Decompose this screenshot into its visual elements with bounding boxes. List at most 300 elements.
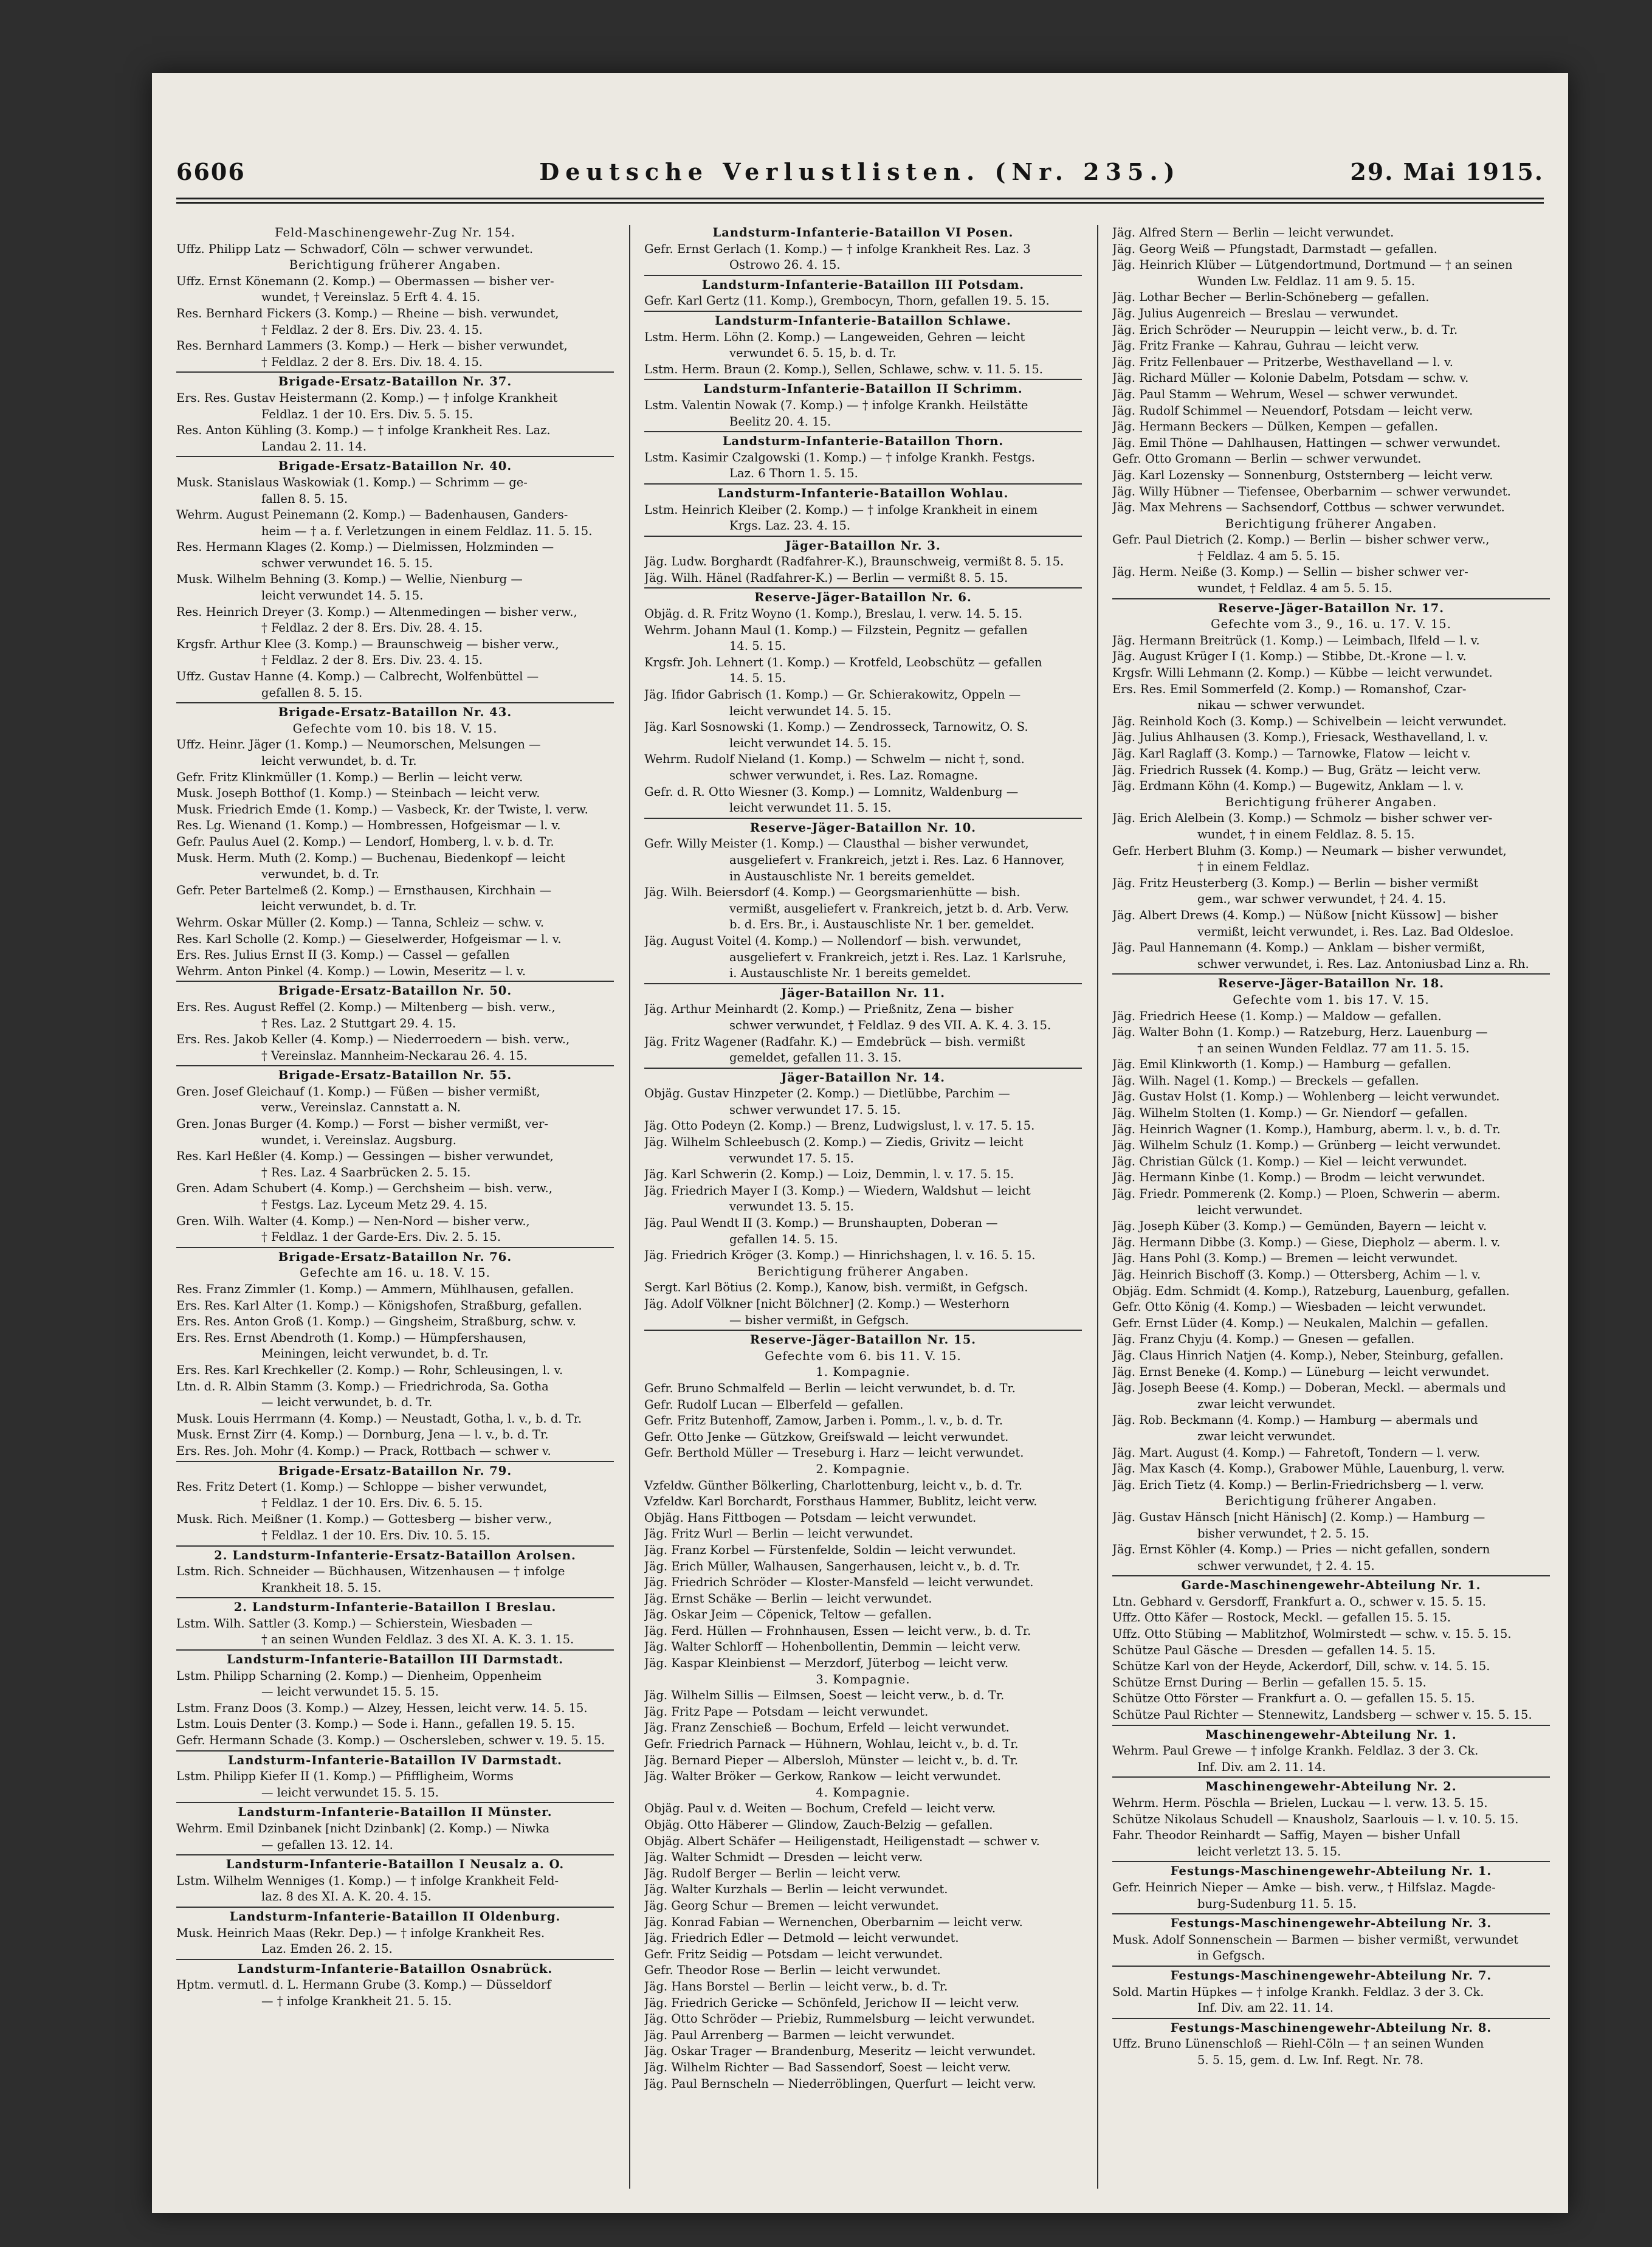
casualty-line: Ers. Res. Joh. Mohr (4. Komp.) — Prack, Rottbach — schwer v. [176, 1443, 551, 1458]
section-heading: Landsturm-Infanterie-Bataillon Wohlau. [717, 486, 1009, 500]
subheading: Berichtigung früherer Angaben. [1225, 1494, 1437, 1508]
casualty-line: Jäg. Hermann Kinbe (1. Komp.) — Brodm — leicht verwundet. [1112, 1170, 1485, 1185]
header-rule [176, 202, 1544, 204]
casualty-line: Feldlaz. 1 der 10. Ers. Div. 5. 5. 15. [261, 407, 473, 421]
section-rule [644, 983, 1082, 984]
subheading: Berichtigung früherer Angaben. [289, 258, 501, 272]
casualty-line: Gefr. Otto Jenke — Gützkow, Greifswald — leicht verwundet. [644, 1429, 1009, 1444]
casualty-line: verwundet 17. 5. 15. [729, 1151, 854, 1165]
casualty-line: Krgsfr. Arthur Klee (3. Komp.) — Braunschweig — bisher verw., [176, 637, 559, 651]
casualty-line: wundet, i. Vereinslaz. Augsburg. [261, 1133, 456, 1147]
casualty-line: schwer verwundet, † Feldlaz. 9 des VII. A. K. 4. 3. 15. [729, 1018, 1051, 1032]
casualty-line: Wehrm. Emil Dzinbanek [nicht Dzinbank] (2. Komp.) — Niwka [176, 1821, 550, 1835]
casualty-line: Laz. Emden 26. 2. 15. [261, 1942, 393, 1956]
casualty-line: † Feldlaz. 2 der 8. Ers. Div. 18. 4. 15. [261, 354, 483, 369]
casualty-line: Musk. Rich. Meißner (1. Komp.) — Gottesberg — bisher verw., [176, 1512, 552, 1527]
casualty-line: Jäg. Paul Wendt II (3. Komp.) — Brunshaupten, Doberan — [644, 1216, 998, 1230]
casualty-line: Jäg. Walter Bohn (1. Komp.) — Ratzeburg, Herz. Lauenburg — [1112, 1025, 1488, 1040]
section-rule [176, 1802, 614, 1803]
casualty-line: Gefr. Heinrich Nieper — Amke — bish. verw., † Hilfslaz. Magde- [1112, 1880, 1496, 1894]
section-rule [1112, 1966, 1550, 1967]
casualty-line: leicht verwundet 14. 5. 15. [729, 703, 892, 718]
casualty-line: Hptm. vermutl. d. L. Hermann Grube (3. Komp.) — Düsseldorf [176, 1978, 551, 1992]
casualty-line: Jäg. Paul Stamm — Wehrum, Wesel — schwer verwundet. [1112, 387, 1458, 401]
casualty-line: Jäg. Franz Chyju (4. Komp.) — Gnesen — gefallen. [1112, 1332, 1415, 1347]
casualty-line: Res. Fritz Detert (1. Komp.) — Schloppe — bisher verwundet, [176, 1480, 548, 1494]
casualty-line: Uffz. Heinr. Jäger (1. Komp.) — Neumorschen, Melsungen — [176, 737, 541, 752]
casualty-line: verwundet 6. 5. 15, b. d. Tr. [729, 346, 897, 361]
page-title: Deutsche Verlustlisten. (Nr. 235.) [539, 158, 1181, 185]
section-rule [1112, 1725, 1550, 1726]
casualty-line: Objäg. Edm. Schmidt (4. Komp.), Ratzeburg, Lauenburg, gefallen. [1112, 1283, 1510, 1298]
casualty-line: Wehrm. Paul Grewe — † infolge Krankh. Feldlaz. 3 der 3. Ck. [1112, 1744, 1479, 1758]
casualty-line: Jäg. Rudolf Schimmel — Neuendorf, Potsdam — leicht verw. [1112, 403, 1473, 418]
casualty-line: Ers. Res. Ernst Abendroth (1. Komp.) — Hümpfershausen, [176, 1330, 527, 1345]
casualty-line: † Feldlaz. 2 der 8. Ers. Div. 23. 4. 15. [261, 653, 483, 668]
casualty-line: † Festgs. Laz. Lyceum Metz 29. 4. 15. [261, 1198, 488, 1212]
casualty-line: Jäg. Erich Alelbein (3. Komp.) — Schmolz — bisher schwer ver- [1112, 811, 1493, 826]
section-rule [176, 456, 614, 457]
casualty-line: Schütze Paul Gäsche — Dresden — gefallen 14. 5. 15. [1112, 1643, 1436, 1657]
casualty-line: Jäg. Erich Müller, Walhausen, Sangerhausen, leicht v., b. d. Tr. [644, 1559, 1020, 1573]
casualty-line: Gefr. Peter Bartelmeß (2. Komp.) — Ernsthausen, Kirchhain — [176, 883, 552, 897]
casualty-line: † Feldlaz. 2 der 8. Ers. Div. 23. 4. 15. [261, 322, 483, 337]
section-heading: Landsturm-Infanterie-Bataillon Osnabrück. [237, 1961, 553, 1976]
section-heading: Landsturm-Infanterie-Bataillon II Münster. [238, 1805, 552, 1820]
casualty-line: Jäg. Fritz Wurl — Berlin — leicht verwundet. [644, 1527, 914, 1541]
casualty-line: Lstm. Wilh. Sattler (3. Komp.) — Schierstein, Wiesbaden — [176, 1616, 533, 1631]
casualty-line: Jäg. Paul Bernscheln — Niederröblingen, Querfurt — leicht verw. [644, 2076, 1036, 2091]
casualty-line: fallen 8. 5. 15. [261, 491, 348, 506]
casualty-line: Jäg. Richard Müller — Kolonie Dabelm, Potsdam — schw. v. [1112, 371, 1469, 385]
casualty-line: Jäg. Karl Raglaff (3. Komp.) — Tarnowke, Flatow — leicht v. [1112, 747, 1471, 761]
subheading: 3. Kompagnie. [816, 1672, 910, 1686]
casualty-line: Ers. Res. Jakob Keller (4. Komp.) — Niederroedern — bish. verw., [176, 1032, 570, 1047]
casualty-line: Gren. Wilh. Walter (4. Komp.) — Nen-Nord — bisher verw., [176, 1213, 530, 1228]
casualty-line: Jäg. Alfred Stern — Berlin — leicht verwundet. [1112, 226, 1394, 240]
casualty-line: Lstm. Herm. Braun (2. Komp.), Sellen, Schlawe, schw. v. 11. 5. 15. [644, 362, 1043, 376]
casualty-line: Gren. Jonas Burger (4. Komp.) — Forst — bisher vermißt, ver- [176, 1117, 548, 1131]
casualty-line: Jäg. Wilhelm Schleebusch (2. Komp.) — Ziedis, Grivitz — leicht [644, 1135, 1024, 1150]
casualty-line: Jäg. Franz Korbel — Fürstenfelde, Soldin — leicht verwundet. [644, 1542, 1016, 1557]
casualty-line: Jäg. Ludw. Borghardt (Radfahrer-K.), Braunschweig, vermißt 8. 5. 15. [644, 554, 1064, 569]
casualty-line: Jäg. Georg Schur — Bremen — leicht verwundet. [644, 1898, 939, 1913]
casualty-line: Lstm. Philipp Scharning (2. Komp.) — Dienheim, Oppenheim [176, 1668, 542, 1683]
casualty-line: Jäg. Mart. August (4. Komp.) — Fahretoft, Tondern — l. verw. [1112, 1445, 1481, 1460]
subheading: Gefechte am 16. u. 18. V. 15. [300, 1266, 490, 1280]
casualty-line: ausgeliefert v. Frankreich, jetzt i. Res. Laz. 6 Hannover, [729, 852, 1065, 867]
casualty-line: leicht verwundet 14. 5. 15. [729, 736, 892, 750]
section-heading: Landsturm-Infanterie-Bataillon I Neusalz a. O. [225, 1857, 565, 1872]
casualty-line: Jäg. Karl Schwerin (2. Komp.) — Loiz, Demmin, l. v. 17. 5. 15. [644, 1167, 1014, 1182]
section-rule [644, 379, 1082, 380]
section-heading: Reserve-Jäger-Bataillon Nr. 6. [754, 590, 972, 605]
page-date: 29. Mai 1915. [1350, 158, 1544, 185]
casualty-line: Musk. Heinrich Maas (Rekr. Dep.) — † infolge Krankheit Res. [176, 1925, 545, 1940]
casualty-line: Jäg. Hans Borstel — Berlin — leicht verw., b. d. Tr. [644, 1979, 948, 1993]
casualty-line: Lstm. Franz Doos (3. Komp.) — Alzey, Hessen, leicht verw. 14. 5. 15. [176, 1700, 588, 1715]
casualty-line: Lstm. Philipp Kiefer II (1. Komp.) — Pfiffligheim, Worms [176, 1769, 514, 1784]
section-heading: Garde-Maschinengewehr-Abteilung Nr. 1. [1181, 1578, 1481, 1593]
casualty-line: b. d. Ers. Br., i. Austauschliste Nr. 1 ber. gemeldet. [729, 917, 1034, 932]
casualty-line: Objäg. d. R. Fritz Woyno (1. Komp.), Breslau, l. verw. 14. 5. 15. [644, 607, 1023, 621]
casualty-line: Jäg. Friedrich Russek (4. Komp.) — Bug, Grätz — leicht verw. [1112, 762, 1481, 777]
casualty-line: Uffz. Ernst Könemann (2. Komp.) — Obermassen — bisher ver- [176, 274, 554, 288]
casualty-line: Vzfeldw. Günther Bölkerling, Charlottenburg, leicht v., b. d. Tr. [644, 1478, 1023, 1493]
casualty-line: bisher verwundet, † 2. 5. 15. [1197, 1526, 1369, 1541]
casualty-line: Jäg. Joseph Beese (4. Komp.) — Doberan, Meckl. — abermals und [1112, 1381, 1506, 1395]
section-rule [1112, 1575, 1550, 1576]
section-heading: Brigade-Ersatz-Bataillon Nr. 43. [278, 705, 512, 720]
casualty-line: gemeldet, gefallen 11. 3. 15. [729, 1051, 902, 1065]
casualty-line: Jäg. Heinrich Wagner (1. Komp.), Hamburg, aberm. l. v., b. d. Tr. [1112, 1122, 1501, 1136]
casualty-line: Jäg. Albert Drews (4. Komp.) — Nüßow [nicht Küssow] — bisher [1112, 908, 1498, 922]
casualty-line: Uffz. Bruno Lünenschloß — Riehl-Cöln — † an seinen Wunden [1112, 2037, 1484, 2051]
casualty-line: † an seinen Wunden Feldlaz. 3 des XI. A. K. 3. 1. 15. [261, 1632, 574, 1647]
casualty-line: † Feldlaz. 4 am 5. 5. 15. [1197, 548, 1340, 563]
casualty-line: Gefr. Ernst Gerlach (1. Komp.) — † infolge Krankheit Res. Laz. 3 [644, 241, 1031, 256]
section-heading: Festungs-Maschinengewehr-Abteilung Nr. 1. [1170, 1864, 1492, 1879]
casualty-line: Gefr. Rudolf Lucan — Elberfeld — gefallen. [644, 1397, 904, 1412]
casualty-line: i. Austauschliste Nr. 1 bereits gemeldet. [729, 966, 971, 981]
section-rule [1112, 1913, 1550, 1914]
casualty-line: Jäg. August Krüger I (1. Komp.) — Stibbe, Dt.-Krone — l. v. [1112, 649, 1467, 664]
casualty-line: Res. Anton Kühling (3. Komp.) — † infolge Krankheit Res. Laz. [176, 423, 551, 438]
casualty-line: Jäg. Ferd. Hüllen — Frohnhausen, Essen — leicht verw., b. d. Tr. [644, 1623, 1031, 1638]
casualty-line: Wehrm. Herm. Pöschla — Brielen, Luckau — l. verw. 13. 5. 15. [1112, 1796, 1488, 1810]
section-rule [1112, 1861, 1550, 1862]
casualty-line: † Feldlaz. 1 der 10. Ers. Div. 6. 5. 15. [261, 1496, 483, 1510]
section-rule [1112, 1776, 1550, 1778]
casualty-line: Objäg. Albert Schäfer — Heiligenstadt, Heiligenstadt — schwer v. [644, 1834, 1040, 1848]
casualty-line: Vzfeldw. Karl Borchardt, Forsthaus Hammer, Bublitz, leicht verw. [644, 1494, 1038, 1509]
section-heading: Landsturm-Infanterie-Bataillon III Darmstadt. [226, 1652, 564, 1667]
casualty-line: schwer verwundet 16. 5. 15. [261, 556, 433, 570]
casualty-line: schwer verwundet, i. Res. Laz. Antoniusbad Linz a. Rh. [1197, 956, 1529, 971]
casualty-line: † Feldlaz. 2 der 8. Ers. Div. 28. 4. 15. [261, 621, 483, 635]
section-rule [176, 371, 614, 373]
page-header [176, 158, 1544, 195]
section-heading: Maschinengewehr-Abteilung Nr. 1. [1205, 1727, 1457, 1742]
casualty-line: Jäg. Reinhold Koch (3. Komp.) — Schivelbein — leicht verwundet. [1112, 714, 1507, 728]
section-heading: Brigade-Ersatz-Bataillon Nr. 37. [278, 374, 512, 389]
casualty-line: Jäg. Max Mehrens — Sachsendorf, Cottbus — schwer verwundet. [1112, 500, 1505, 515]
casualty-line: Res. Karl Heßler (4. Komp.) — Gessingen — bisher verwundet, [176, 1149, 554, 1164]
casualty-line: Jäg. Joseph Küber (3. Komp.) — Gemünden, Bayern — leicht v. [1112, 1219, 1487, 1234]
casualty-line: leicht verletzt 13. 5. 15. [1197, 1844, 1341, 1859]
casualty-line: Jäg. Fritz Wagener (Radfahr. K.) — Emdebrück — bish. vermißt [644, 1034, 1025, 1049]
section-heading: Jäger-Bataillon Nr. 14. [780, 1070, 946, 1085]
casualty-line: Jäg. Julius Ahlhausen (3. Komp.), Friesack, Westhavelland, l. v. [1112, 730, 1489, 745]
casualty-line: Schütze Otto Förster — Frankfurt a. O. — gefallen 15. 5. 15. [1112, 1691, 1475, 1706]
page-number: 6606 [176, 158, 246, 185]
casualty-line: wundet, † in einem Feldlaz. 8. 5. 15. [1197, 827, 1415, 841]
casualty-line: Gefr. Willy Meister (1. Komp.) — Clausthal — bisher verwundet, [644, 837, 1029, 851]
casualty-line: burg-Sudenburg 11. 5. 15. [1197, 1896, 1357, 1911]
casualty-line: 14. 5. 15. [729, 639, 786, 654]
casualty-line: Inf. Div. am 22. 11. 14. [1197, 2001, 1334, 2015]
section-rule [176, 1597, 614, 1598]
casualty-line: Gefr. Friedrich Parnack — Hühnern, Wohlau, leicht v., b. d. Tr. [644, 1737, 1019, 1752]
section-rule [644, 1330, 1082, 1331]
casualty-line: Objäg. Paul v. d. Weiten — Bochum, Crefeld — leicht verw. [644, 1801, 996, 1816]
casualty-line: ausgeliefert v. Frankreich, jetzt i. Res. Laz. 1 Karlsruhe, [729, 950, 1067, 964]
subheading: Gefechte vom 6. bis 11. V. 15. [765, 1348, 962, 1363]
casualty-line: Gefr. Karl Gertz (11. Komp.), Grembocyn, Thorn, gefallen 19. 5. 15. [644, 294, 1050, 308]
subheading: Gefechte vom 1. bis 17. V. 15. [1233, 992, 1430, 1007]
casualty-line: Res. Heinrich Dreyer (3. Komp.) — Altenmedingen — bisher verw., [176, 604, 577, 619]
section-heading: Jäger-Bataillon Nr. 3. [785, 538, 941, 553]
section-rule [176, 1907, 614, 1908]
section-heading: Brigade-Ersatz-Bataillon Nr. 50. [278, 984, 512, 998]
casualty-line: Wehrm. Johann Maul (1. Komp.) — Filzstein, Pegnitz — gefallen [644, 623, 1028, 637]
casualty-line: Ltn. d. R. Albin Stamm (3. Komp.) — Friedrichroda, Sa. Gotha [176, 1379, 549, 1393]
section-rule [1112, 973, 1550, 975]
casualty-line: Jäg. Walter Bröker — Gerkow, Rankow — leicht verwundet. [644, 1769, 1001, 1784]
casualty-line: † Res. Laz. 2 Stuttgart 29. 4. 15. [261, 1016, 456, 1030]
casualty-line: Jäg. Friedrich Mayer I (3. Komp.) — Wiedern, Waldshut — leicht [644, 1183, 1031, 1198]
casualty-line: gem., war schwer verwundet, † 24. 4. 15. [1197, 892, 1447, 906]
casualty-line: Jäg. Ifidor Gabrisch (1. Komp.) — Gr. Schierakowitz, Oppeln — [644, 688, 1021, 702]
casualty-line: Lstm. Herm. Löhn (2. Komp.) — Langeweiden, Gehren — leicht [644, 330, 1025, 344]
section-rule [1112, 598, 1550, 599]
section-rule [644, 311, 1082, 312]
casualty-line: Inf. Div. am 2. 11. 14. [1197, 1759, 1326, 1774]
casualty-line: Gefr. Fritz Butenhoff, Zamow, Jarben i. Pomm., l. v., b. d. Tr. [644, 1413, 1003, 1428]
casualty-line: gefallen 8. 5. 15. [261, 685, 363, 700]
casualty-line: verwundet, b. d. Tr. [261, 867, 380, 882]
casualty-line: Jäg. Wilhelm Stolten (1. Komp.) — Gr. Niendorf — gefallen. [1112, 1106, 1468, 1120]
casualty-line: Jäg. Gustav Holst (1. Komp.) — Wohlenberg — leicht verwundet. [1112, 1089, 1500, 1104]
section-rule [176, 1065, 614, 1066]
casualty-line: — leicht verwundet 15. 5. 15. [261, 1685, 439, 1699]
casualty-line: Jäg. Rob. Beckmann (4. Komp.) — Hamburg — abermals und [1112, 1413, 1478, 1427]
casualty-line: Jäg. Ernst Köhler (4. Komp.) — Pries — nicht gefallen, sondern [1112, 1542, 1490, 1557]
casualty-line: Gefr. Fritz Seidig — Potsdam — leicht verwundet. [644, 1947, 943, 1961]
casualty-line: Jäg. Fritz Heusterberg (3. Komp.) — Berlin — bisher vermißt [1112, 875, 1479, 890]
section-heading: Brigade-Ersatz-Bataillon Nr. 79. [278, 1463, 512, 1478]
casualty-line: Jäg. Friedrich Schröder — Kloster-Mansfeld — leicht verwundet. [644, 1575, 1034, 1590]
section-heading: Brigade-Ersatz-Bataillon Nr. 55. [278, 1068, 512, 1083]
casualty-line: Ers. Res. Karl Krechkeller (2. Komp.) — Rohr, Schleusingen, l. v. [176, 1362, 563, 1377]
casualty-line: nikau — schwer verwundet. [1197, 698, 1365, 713]
casualty-line: Gefr. Otto König (4. Komp.) — Wiesbaden — leicht verwundet. [1112, 1300, 1486, 1314]
casualty-line: Laz. 6 Thorn 1. 5. 15. [729, 466, 858, 481]
casualty-line: Jäg. Konrad Fabian — Wernenchen, Oberbarnim — leicht verw. [644, 1914, 1023, 1929]
casualty-line: Jäg. Herm. Neiße (3. Komp.) — Sellin — bisher schwer ver- [1112, 565, 1468, 579]
casualty-line: — † infolge Krankheit 21. 5. 15. [261, 1993, 452, 2008]
section-heading: Festungs-Maschinengewehr-Abteilung Nr. 7. [1170, 1968, 1492, 1983]
casualty-line: — bisher vermißt, in Gefgsch. [729, 1313, 909, 1327]
header-rule [176, 198, 1544, 199]
section-rule [176, 1959, 614, 1960]
casualty-line: Res. Lg. Wienand (1. Komp.) — Hombressen, Hofgeismar — l. v. [176, 818, 561, 833]
casualty-line: Gefr. Berthold Müller — Treseburg i. Harz — leicht verwundet. [644, 1446, 1024, 1460]
casualty-line: Musk. Friedrich Emde (1. Komp.) — Vasbeck, Kr. der Twiste, l. verw. [176, 802, 588, 816]
casualty-line: wundet, † Feldlaz. 4 am 5. 5. 15. [1197, 581, 1392, 596]
casualty-line: Krgsfr. Willi Lehmann (2. Komp.) — Kübbe — leicht verwundet. [1112, 666, 1493, 680]
casualty-line: Lstm. Valentin Nowak (7. Komp.) — † infolge Krankh. Heilstätte [644, 398, 1028, 412]
casualty-line: vermißt, leicht verwundet, i. Res. Laz. Bad Oldesloe. [1197, 924, 1514, 939]
casualty-line: Musk. Ernst Zirr (4. Komp.) — Dornburg, Jena — l. v., b. d. Tr. [176, 1427, 549, 1442]
casualty-line: Beelitz 20. 4. 15. [729, 414, 831, 429]
casualty-line: Gefr. Ernst Lüder (4. Komp.) — Neukalen, Malchin — gefallen. [1112, 1316, 1489, 1330]
subheading: Feld-Maschinengewehr-Zug Nr. 154. [275, 226, 515, 240]
casualty-line: Ers. Res. Julius Ernst II (3. Komp.) — Cassel — gefallen [176, 948, 510, 962]
casualty-line: Jäg. Friedrich Kröger (3. Komp.) — Hinrichshagen, l. v. 16. 5. 15. [644, 1248, 1036, 1263]
section-heading: Jäger-Bataillon Nr. 11. [780, 985, 946, 1000]
casualty-line: Gefr. Otto Gromann — Berlin — schwer verwundet. [1112, 452, 1422, 466]
casualty-line: Jäg. Fritz Fellenbauer — Pritzerbe, Westhavelland — l. v. [1112, 354, 1453, 369]
casualty-line: Jäg. Wilhelm Schulz (1. Komp.) — Grünberg — leicht verwundet. [1112, 1138, 1501, 1153]
casualty-line: Jäg. Otto Podeyn (2. Komp.) — Brenz, Ludwigslust, l. v. 17. 5. 15. [644, 1119, 1035, 1133]
casualty-line: Jäg. Wilhelm Richter — Bad Sassendorf, Soest — leicht verw. [644, 2060, 1011, 2074]
casualty-line: Jäg. Gustav Hänsch [nicht Hänisch] (2. Komp.) — Hamburg — [1112, 1510, 1485, 1524]
section-heading: Brigade-Ersatz-Bataillon Nr. 76. [278, 1249, 512, 1264]
casualty-line: Wehrm. Oskar Müller (2. Komp.) — Tanna, Schleiz — schw. v. [176, 915, 545, 930]
casualty-line: Ltn. Gebhard v. Gersdorff, Frankfurt a. O., schwer v. 15. 5. 15. [1112, 1594, 1486, 1609]
casualty-line: Gefr. Herbert Bluhm (3. Komp.) — Neumark — bisher verwundet, [1112, 843, 1507, 858]
section-rule [176, 1854, 614, 1855]
casualty-line: Jäg. Fritz Franke — Kahrau, Guhrau — leicht verw. [1112, 339, 1419, 353]
casualty-line: Jäg. Ernst Beneke (4. Komp.) — Lüneburg — leicht verwundet. [1112, 1364, 1490, 1379]
casualty-line: Jäg. Bernard Pieper — Albersloh, Münster — leicht v., b. d. Tr. [644, 1753, 1019, 1767]
casualty-line: Krankheit 18. 5. 15. [261, 1580, 382, 1595]
newspaper-page [152, 73, 1568, 2213]
casualty-line: † in einem Feldlaz. [1197, 860, 1310, 874]
casualty-line: Gefr. Paul Dietrich (2. Komp.) — Berlin — bisher schwer verw., [1112, 533, 1490, 547]
casualty-line: Jäg. August Voitel (4. Komp.) — Nollendorf — bish. verwundet, [644, 933, 1022, 948]
casualty-line: Jäg. Karl Lozensky — Sonnenburg, Oststernberg — leicht verw. [1112, 468, 1493, 482]
casualty-line: Sold. Martin Hüpkes — † infolge Krankh. Feldlaz. 3 der 3. Ck. [1112, 1984, 1484, 1999]
casualty-line: Schütze Karl von der Heyde, Ackerdorf, Dill, schw. v. 14. 5. 15. [1112, 1659, 1490, 1674]
casualty-line: † Res. Laz. 4 Saarbrücken 2. 5. 15. [261, 1165, 471, 1179]
casualty-line: † an seinen Wunden Feldlaz. 77 am 11. 5. 15. [1197, 1041, 1470, 1055]
casualty-line: Jäg. Friedr. Pommerenk (2. Komp.) — Ploen, Schwerin — aberm. [1112, 1187, 1501, 1201]
section-heading: Landsturm-Infanterie-Bataillon Thorn. [722, 434, 1004, 449]
section-rule [644, 818, 1082, 819]
casualty-line: Wehrm. Anton Pinkel (4. Komp.) — Lowin, Meseritz — l. v. [176, 964, 526, 978]
casualty-line: schwer verwundet 17. 5. 15. [729, 1102, 901, 1117]
casualty-line: Jäg. Friedrich Gericke — Schönfeld, Jerichow II — leicht verw. [644, 1995, 1019, 2010]
subheading: Berichtigung früherer Angaben. [1225, 795, 1437, 809]
section-rule [644, 431, 1082, 432]
section-heading: Reserve-Jäger-Bataillon Nr. 10. [749, 820, 977, 835]
section-heading: Landsturm-Infanterie-Bataillon II Oldenburg. [229, 1909, 561, 1924]
casualty-line: verw., Vereinslaz. Cannstatt a. N. [261, 1100, 461, 1115]
section-rule [1112, 2018, 1550, 2019]
casualty-line: Musk. Adolf Sonnenschein — Barmen — bisher vermißt, verwundet [1112, 1932, 1519, 1947]
casualty-line: Jäg. Wilhelm Sillis — Eilmsen, Soest — leicht verw., b. d. Tr. [644, 1688, 1005, 1703]
casualty-line: † Feldlaz. 1 der Garde-Ers. Div. 2. 5. 15. [261, 1230, 501, 1244]
column-2 [644, 225, 1082, 2201]
casualty-line: Jäg. Emil Klinkworth (1. Komp.) — Hamburg — gefallen. [1112, 1057, 1451, 1072]
casualty-line: Wehrm. Rudolf Nieland (1. Komp.) — Schwelm — nicht †, sond. [644, 752, 1025, 767]
section-heading: Landsturm-Infanterie-Bataillon IV Darmstadt. [228, 1753, 562, 1767]
section-heading: Maschinengewehr-Abteilung Nr. 2. [1205, 1779, 1457, 1794]
casualty-line: Jäg. Erdmann Köhn (4. Komp.) — Bugewitz, Anklam — l. v. [1112, 779, 1464, 793]
section-heading: Festungs-Maschinengewehr-Abteilung Nr. 3. [1170, 1916, 1492, 1931]
casualty-line: Jäg. Max Kasch (4. Komp.), Grabower Mühle, Lauenburg, l. verw. [1112, 1462, 1505, 1476]
column-3 [1112, 225, 1550, 2201]
casualty-line: Gefr. Hermann Schade (3. Komp.) — Oschersleben, schwer v. 19. 5. 15. [176, 1733, 605, 1748]
section-heading: Reserve-Jäger-Bataillon Nr. 17. [1217, 601, 1445, 615]
casualty-line: Jäg. Oskar Jeim — Cöpenick, Teltow — gefallen. [644, 1607, 932, 1622]
casualty-line: Jäg. Emil Thöne — Dahlhausen, Hattingen — schwer verwundet. [1112, 435, 1501, 450]
casualty-line: Jäg. Ernst Schäke — Berlin — leicht verwundet. [644, 1591, 932, 1606]
casualty-line: Jäg. Adolf Völkner [nicht Bölchner] (2. Komp.) — Westerhorn [644, 1297, 1010, 1311]
section-heading: Reserve-Jäger-Bataillon Nr. 15. [749, 1333, 977, 1347]
casualty-line: Jäg. Friedrich Edler — Detmold — leicht verwundet. [644, 1931, 959, 1945]
casualty-line: Lstm. Wilhelm Wenniges (1. Komp.) — † infolge Krankheit Feld- [176, 1873, 559, 1888]
casualty-line: Jäg. Wilh. Hänel (Radfahrer-K.) — Berlin — vermißt 8. 5. 15. [644, 570, 1008, 585]
section-rule [176, 1545, 614, 1547]
casualty-line: Jäg. Arthur Meinhardt (2. Komp.) — Prießnitz, Zena — bisher [644, 1002, 1014, 1016]
casualty-line: Gefr. Bruno Schmalfeld — Berlin — leicht verwundet, b. d. Tr. [644, 1381, 1016, 1395]
casualty-line: Objäg. Gustav Hinzpeter (2. Komp.) — Dietlübbe, Parchim — [644, 1086, 1010, 1101]
casualty-line: Jäg. Walter Schmidt — Dresden — leicht verw. [644, 1850, 923, 1865]
casualty-line: heim — † a. f. Verletzungen in einem Feldlaz. 11. 5. 15. [261, 523, 593, 538]
casualty-line: zwar leicht verwundet. [1197, 1429, 1336, 1443]
casualty-line: zwar leicht verwundet. [1197, 1396, 1336, 1411]
casualty-line: Gren. Adam Schubert (4. Komp.) — Gerchsheim — bish. verw., [176, 1181, 552, 1196]
casualty-line: Ers. Res. Anton Groß (1. Komp.) — Gingsheim, Straßburg, schw. v. [176, 1314, 576, 1329]
casualty-line: 5. 5. 15, gem. d. Lw. Inf. Regt. Nr. 78. [1197, 2052, 1424, 2067]
casualty-line: Objäg. Otto Häberer — Glindow, Zauch-Belzig — gefallen. [644, 1818, 993, 1832]
casualty-line: Jäg. Hermann Breitrück (1. Komp.) — Leimbach, Ilfeld — l. v. [1112, 633, 1480, 647]
casualty-line: leicht verwundet 11. 5. 15. [729, 801, 892, 815]
section-heading: Landsturm-Infanterie-Bataillon Schlawe. [715, 313, 1011, 328]
section-rule [176, 702, 614, 703]
casualty-line: Musk. Louis Herrmann (4. Komp.) — Neustadt, Gotha, l. v., b. d. Tr. [176, 1411, 582, 1426]
casualty-line: Landau 2. 11. 14. [261, 439, 367, 454]
casualty-line: Jäg. Wilh. Beiersdorf (4. Komp.) — Georgsmarienhütte — bish. [644, 885, 1020, 900]
casualty-line: Wunden Lw. Feldlaz. 11 am 9. 5. 15. [1197, 274, 1416, 288]
subheading: 2. Kompagnie. [816, 1462, 910, 1476]
casualty-line: Jäg. Rudolf Berger — Berlin — leicht verw. [644, 1866, 901, 1880]
subheading: Berichtigung früherer Angaben. [1225, 516, 1437, 531]
casualty-line: Res. Karl Scholle (2. Komp.) — Gieselwerder, Hofgeismar — l. v. [176, 931, 562, 946]
casualty-line: Musk. Stanislaus Waskowiak (1. Komp.) — Schrimm — ge- [176, 475, 528, 489]
casualty-line: Res. Franz Zimmler (1. Komp.) — Ammern, Mühlhausen, gefallen. [176, 1282, 574, 1296]
casualty-line: Lstm. Heinrich Kleiber (2. Komp.) — † infolge Krankheit in einem [644, 502, 1038, 517]
casualty-line: Ers. Res. Emil Sommerfeld (2. Komp.) — Romanshof, Czar- [1112, 682, 1467, 696]
section-rule [176, 1461, 614, 1462]
casualty-line: Ers. Res. August Reffel (2. Komp.) — Miltenberg — bish. verw., [176, 999, 556, 1014]
section-rule [644, 275, 1082, 276]
section-rule [644, 536, 1082, 537]
section-rule [644, 587, 1082, 588]
casualty-line: Gefr. Theodor Rose — Berlin — leicht verwundet. [644, 1963, 941, 1978]
casualty-line: Gefr. Fritz Klinkmüller (1. Komp.) — Berlin — leicht verw. [176, 770, 523, 784]
casualty-line: Schütze Nikolaus Schudell — Knausholz, Saarlouis — l. v. 10. 5. 15. [1112, 1812, 1519, 1826]
section-heading: Festungs-Maschinengewehr-Abteilung Nr. 8. [1170, 2020, 1492, 2035]
casualty-line: Schütze Paul Richter — Stennewitz, Landsberg — schwer v. 15. 5. 15. [1112, 1708, 1532, 1722]
casualty-line: Uffz. Otto Käfer — Rostock, Meckl. — gefallen 15. 5. 15. [1112, 1610, 1451, 1625]
casualty-line: Schütze Ernst During — Berlin — gefallen 15. 5. 15. [1112, 1675, 1427, 1690]
subheading: Gefechte vom 3., 9., 16. u. 17. V. 15. [1211, 617, 1451, 632]
section-rule [176, 981, 614, 982]
casualty-line: Fahr. Theodor Reinhardt — Saffig, Mayen — bisher Unfall [1112, 1828, 1461, 1843]
casualty-line: Jäg. Paul Hannemann (4. Komp.) — Anklam — bisher vermißt, [1112, 941, 1485, 955]
casualty-line: Jäg. Heinrich Bischoff (3. Komp.) — Ottersberg, Achim — l. v. [1112, 1268, 1481, 1282]
casualty-line: Musk. Herm. Muth (2. Komp.) — Buchenau, Biedenkopf — leicht [176, 851, 565, 865]
casualty-line: Jäg. Fritz Pape — Potsdam — leicht verwundet. [644, 1704, 929, 1719]
casualty-line: Jäg. Paul Arrenberg — Barmen — leicht verwundet. [644, 2028, 955, 2042]
casualty-line: Jäg. Willy Hübner — Tiefensee, Oberbarnim — schwer verwundet. [1112, 484, 1511, 499]
casualty-line: wundet, † Vereinslaz. 5 Erft 4. 4. 15. [261, 290, 481, 305]
subheading: 1. Kompagnie. [816, 1365, 910, 1379]
